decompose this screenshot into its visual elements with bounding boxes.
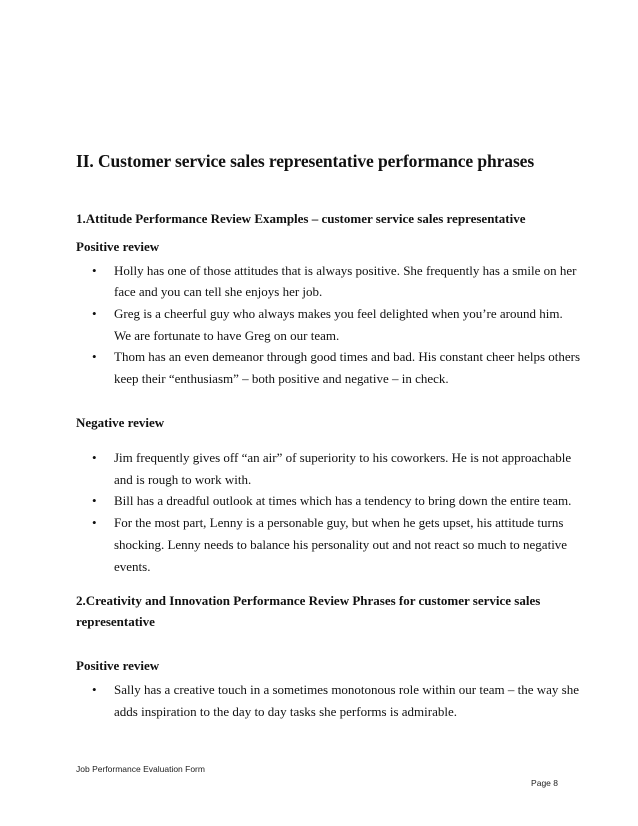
list-item-line: Jim frequently gives off “an air” of superiority to his coworkers. He is not approachable (114, 450, 572, 465)
list-item-line: face and you can tell she enjoys her job. (114, 284, 323, 299)
list-item-line: For the most part, Lenny is a personable guy, but when he gets upset, his attitude turns (114, 515, 564, 530)
bullet-icon: • (92, 349, 97, 364)
bullet-icon: • (92, 493, 97, 508)
positive-review-label-1: Positive review (76, 239, 160, 254)
positive-review-label-2: Positive review (76, 658, 160, 673)
bullet-icon: • (92, 682, 97, 697)
list-item-line: We are fortunate to have Greg on our team. (114, 328, 340, 343)
subsection-1-heading: 1.Attitude Performance Review Examples – customer service sales representative (76, 211, 526, 226)
list-item-line: events. (114, 559, 151, 574)
subsection-2-heading: 2.Creativity and Innovation Performance Review Phrases for customer service sales (76, 593, 541, 608)
footer-page-number: Page 8 (531, 778, 558, 788)
list-item-line: Sally has a creative touch in a sometimes monotonous role within our team – the way she (114, 682, 580, 697)
subsection-2-heading-cont: representative (76, 614, 155, 629)
list-item-line: Bill has a dreadful outlook at times which has a tendency to bring down the entire team. (114, 493, 572, 508)
list-item-line: shocking. Lenny needs to balance his personality out and not react so much to negative (114, 537, 568, 552)
bullet-icon: • (92, 263, 97, 278)
bullet-icon: • (92, 515, 97, 530)
footer-form-name: Job Performance Evaluation Form (76, 764, 205, 774)
list-item-line: Thom has an even demeanor through good times and bad. His constant cheer helps others (114, 349, 581, 364)
bullet-icon: • (92, 306, 97, 321)
list-item-line: Holly has one of those attitudes that is always positive. She frequently has a smile on her (114, 263, 577, 278)
bullet-icon: • (92, 450, 97, 465)
list-item-line: keep their “enthusiasm” – both positive and negative – in check. (114, 371, 449, 386)
negative-review-label: Negative review (76, 415, 165, 430)
section-title: II. Customer service sales representative performance phrases (76, 151, 535, 171)
list-item-line: Greg is a cheerful guy who always makes you feel delighted when you’re around him. (114, 306, 563, 321)
list-item-line: adds inspiration to the day to day tasks she performs is admirable. (114, 704, 457, 719)
list-item-line: and is rough to work with. (114, 472, 252, 487)
